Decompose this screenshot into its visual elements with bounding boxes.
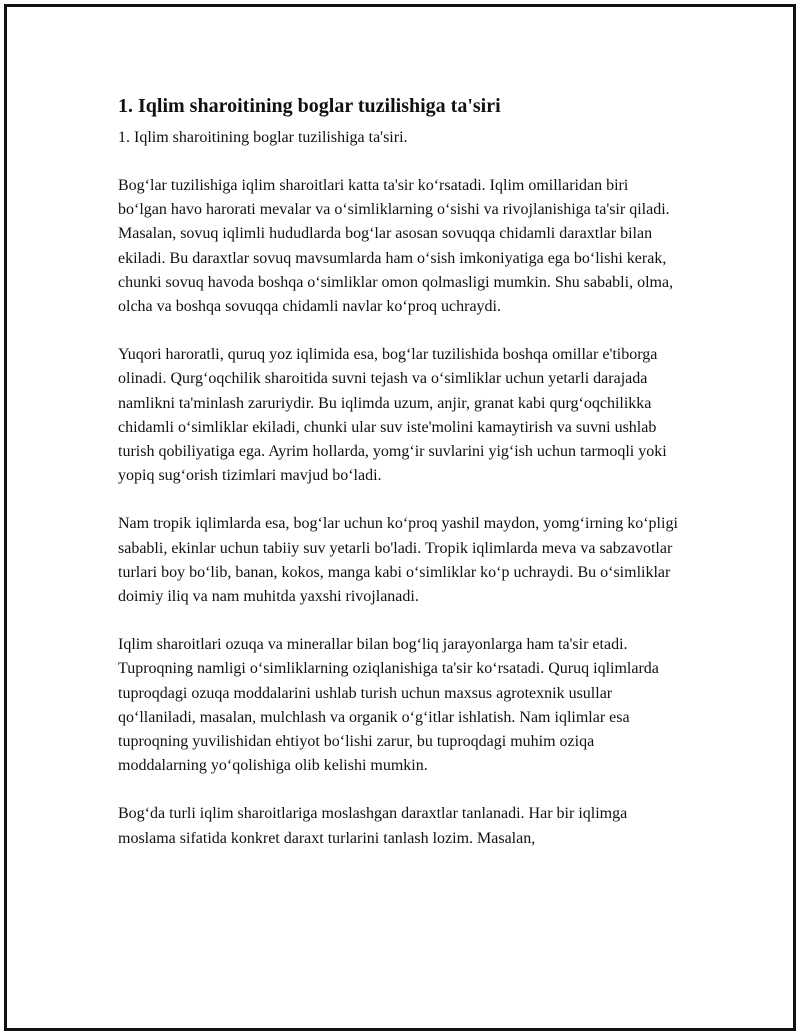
paragraph: Iqlim sharoitlari ozuqa va minerallar bilan bog‘liq jarayonlarga ham ta'sir etadi. Tuproqning namligi o‘simliklarning oziqlanishiga ta'sir ko‘rsatadi. Quruq iqlimlarda tuproqdagi ozuqa moddalarini ushlab turish uchun maxsus agrotexnik usullar qo‘llaniladi, masalan, mulchlash va organik o‘g‘itlar ishlatish. Nam iqlimlar esa tuproqning yuvilishidan ehtiyot bo‘lishi zarur, bu tuproqdagi muhim oziqa moddalarning yo‘qolishiga olib kelishi mumkin. xyxy=(118,636,659,775)
paragraph: Nam tropik iqlimlarda esa, bog‘lar uchun ko‘proq yashil maydon, yomg‘irning ko‘pligi sababli, ekinlar uchun tabiiy suv yetarli bo'ladi. Tropik iqlimlarda meva va sabzavotlar turlari boy bo‘lib, banan, kokos, manga kabi o‘simliklar ko‘p uchraydi. Bu o‘simliklar doimiy iliq va nam muhitda yaxshi rivojlanadi. xyxy=(118,515,678,606)
paragraph: Bog‘lar tuzilishiga iqlim sharoitlari katta ta'sir ko‘rsatadi. Iqlim omillaridan biri bo‘lgan havo harorati mevalar va o‘simliklarning o‘sishi va rivojlanishiga ta'sir qiladi. Masalan, sovuq iqlimli hududlarda bog‘lar asosan sovuqqa chidamli daraxtlar bilan ekiladi. Bu daraxtlar sovuq mavsumlarda ham o‘sish imkoniyatiga ega bo‘lishi kerak, chunki sovuq havoda boshqa o‘simliklar omon qolmasligi mumkin. Shu sababli, olma, olcha va boshqa sovuqqa chidamli navlar ko‘proq uchraydi. xyxy=(118,177,674,316)
document-subheading: 1. Iqlim sharoitining boglar tuzilishiga ta'siri. xyxy=(118,129,408,146)
document-body xyxy=(118,92,678,851)
paragraph: Yuqori haroratli, quruq yoz iqlimida esa, bog‘lar tuzilishida boshqa omillar e'tiborga olinadi. Qurg‘oqchilik sharoitida suvni tejash va o‘simliklar uchun yetarli darajada namlikni ta'minlash zaruriydir. Bu iqlimda uzum, anjir, granat kabi qurg‘oqchilikka chidamli o‘simliklar ekiladi, chunki ular suv iste'molini kamaytirish va suvni ushlab turish qobiliyatiga ega. Ayrim hollarda, yomg‘ir suvlarini yig‘ish uchun tarmoqli yoki yopiq sug‘orish tizimlari mavjud bo‘ladi. xyxy=(118,346,667,485)
document-heading: 1. Iqlim sharoitining boglar tuzilishiga ta'siri xyxy=(118,95,501,117)
paragraph: Bog‘da turli iqlim sharoitlariga moslashgan daraxtlar tanlanadi. Har bir iqlimga moslama sifatida konkret daraxt turlarini tanlash lozim. Masalan, xyxy=(118,805,628,847)
